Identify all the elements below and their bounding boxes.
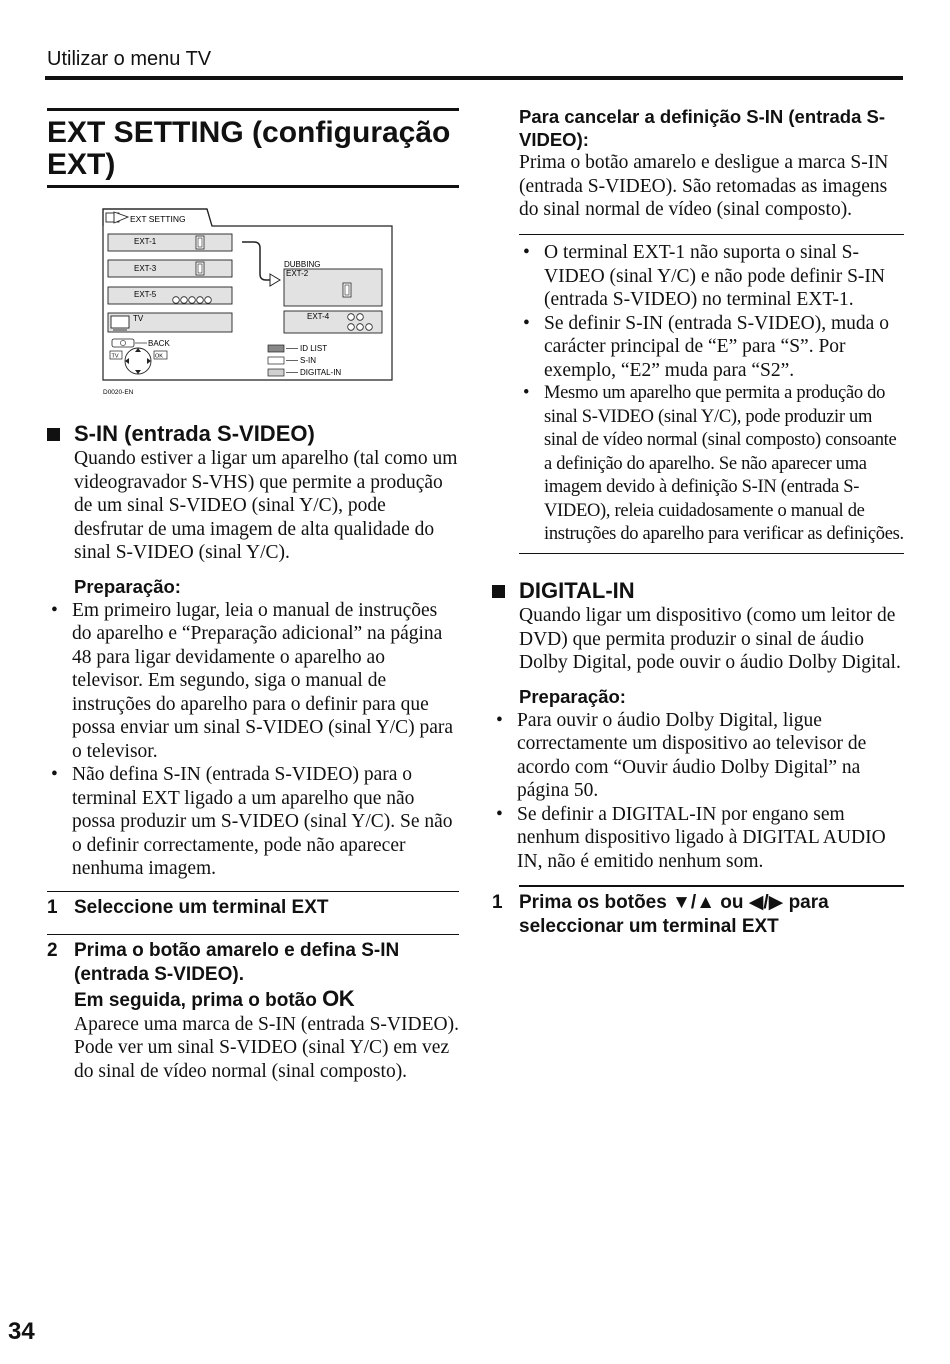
- header-rule: [45, 76, 903, 80]
- sin-step-2: [47, 934, 459, 1084]
- tv-icon: [111, 316, 129, 330]
- diagram-ext1-label: EXT-1: [134, 237, 157, 246]
- digital-prep-list: [492, 709, 904, 874]
- step-number: 2: [47, 939, 58, 961]
- legend-swatch-id: [268, 345, 284, 352]
- ok-button-glyph: OK: [322, 985, 355, 1011]
- dpad-icon: [125, 348, 151, 374]
- divider: [519, 885, 904, 887]
- divider: [519, 553, 904, 555]
- diagram-ext4-label: EXT-4: [307, 312, 330, 321]
- list-item: • Mesmo um aparelho que permita a produção do sinal S-VIDEO (sinal Y/C), pode produzir um sinal de vídeo normal (sinal composto) consoante a definição do aparelho. Se não aparecer uma imagem devido à definição S-IN (entrada S-VIDEO), releia cuidadosamente o manual de instruções do aparelho para verificar as definições.: [519, 382, 904, 547]
- page-title-line1: EXT SETTING (configuração: [47, 116, 451, 149]
- diagram-ext5-label: EXT-5: [134, 290, 157, 299]
- cancel-heading: Para cancelar a definição S-IN (entrada S-VIDEO):: [519, 106, 886, 150]
- diagram-ext3-label: EXT-3: [134, 264, 157, 273]
- step-number: 1: [492, 891, 503, 913]
- legend-swatch-digital: [268, 369, 284, 376]
- diagram-ok-button: OK: [155, 353, 163, 360]
- left-right-arrows-icon: ◀/▶: [748, 891, 784, 913]
- list-item: • Em primeiro lugar, leia o manual de instruções do aparelho e “Preparação adicional” na página 48 para ligar devidamente o aparelho ao televisor. Em segundo, siga o manual de instruções do aparelho para o definir para que possa enviar um sinal S-VIDEO (sinal Y/C) para o televisor.: [47, 599, 459, 764]
- page-number: 34: [8, 1318, 35, 1345]
- title-top-rule: [47, 108, 459, 111]
- diagram-tv-label: TV: [133, 314, 144, 323]
- square-bullet-icon: [47, 428, 60, 441]
- page-title-line2: EXT): [47, 148, 116, 181]
- digital-step-1: 1 Prima os botões ▼/▲ ou ◀/▶ para seleccionar um terminal EXT: [492, 891, 829, 937]
- sin-prep-list: [47, 599, 459, 881]
- diagram-menu-title: EXT SETTING: [130, 214, 186, 224]
- legend-swatch-sin: [268, 357, 284, 364]
- list-item: • O terminal EXT-1 não suporta o sinal S-VIDEO (sinal Y/C) e não pode definir S-IN (entrada S-VIDEO) no terminal EXT-1.: [519, 241, 904, 312]
- digital-prep-label: Preparação:: [519, 685, 626, 707]
- title-bottom-rule: [47, 185, 459, 188]
- right-column: [492, 105, 904, 939]
- legend-digital-in: DIGITAL-IN: [300, 368, 342, 377]
- scart-connector-icon: [343, 283, 351, 297]
- step-text: Prima o botão amarelo e defina S-IN (entrada S-VIDEO).: [74, 939, 400, 985]
- cancel-text: Prima o botão amarelo e desligue a marca S-IN (entrada S-VIDEO). São retomadas as imagens do sinal normal de vídeo (sinal composto).: [519, 152, 889, 220]
- left-column: [47, 108, 459, 1083]
- sin-prep-label: Preparação:: [74, 575, 181, 597]
- running-header: Utilizar o menu TV: [47, 48, 212, 70]
- page-title: [47, 117, 459, 181]
- diagram-ext1-row: [108, 234, 232, 251]
- list-item: • Não defina S-IN (entrada S-VIDEO) para o terminal EXT ligado a um aparelho que não possa produzir um S-VIDEO (sinal Y/C). Se não o definir correctamente, pode não aparecer nenhuma imagem.: [47, 763, 459, 881]
- list-item: • Se definir S-IN (entrada S-VIDEO), muda o carácter principal de “E” para “S”. Por exemplo, “E2” muda para “S2”.: [519, 312, 904, 383]
- digital-intro: Quando ligar um dispositivo (como um leitor de DVD) que permita produzir o sinal de áudio Dolby Digital, pode ouvir o áudio Dolby Digital.: [519, 605, 901, 673]
- scart-connector-icon: [196, 262, 204, 275]
- square-bullet-icon: [492, 585, 505, 598]
- diagram-back-label: BACK: [148, 339, 170, 348]
- list-item: • Se definir a DIGITAL-IN por engano sem nenhum dispositivo ligado à DIGITAL AUDIO IN, não é emitido nenhum som.: [492, 803, 904, 874]
- ext-setting-diagram: [102, 208, 402, 398]
- info-button-icon: [112, 339, 134, 347]
- diagram-code: D0020-EN: [103, 389, 134, 396]
- divider: [519, 234, 904, 236]
- step-number: 1: [47, 896, 58, 918]
- list-item: • Para ouvir o áudio Dolby Digital, ligue correctamente um dispositivo ao televisor de acordo com “Ouvir áudio Dolby Digital” na página 50.: [492, 709, 904, 803]
- cancel-note-list: [519, 241, 904, 547]
- diagram-tv-button: TV: [111, 353, 119, 360]
- scart-connector-icon: [196, 236, 204, 249]
- legend-id-list: ID LIST: [300, 344, 328, 353]
- rca-jacks-icon: [173, 297, 212, 304]
- step-text: Seleccione um terminal EXT: [74, 896, 329, 918]
- sin-heading: S-IN (entrada S-VIDEO): [47, 421, 459, 447]
- digital-heading: DIGITAL-IN: [492, 578, 904, 604]
- step-body: Aparece uma marca de S-IN (entrada S-VIDEO). Pode ver um sinal S-VIDEO (sinal Y/C) em vez do sinal de vídeo normal (sinal composto).: [74, 1013, 459, 1082]
- sin-step-1: [47, 891, 459, 920]
- diagram-ext2-label: EXT-2: [286, 269, 309, 278]
- legend-sin: S-IN: [300, 356, 316, 365]
- diagram-ext3-row: [108, 260, 232, 277]
- down-up-arrows-icon: ▼/▲: [672, 891, 715, 913]
- step-text: Em seguida, prima o botão: [74, 989, 317, 1011]
- diagram-ext5-row: [108, 287, 232, 304]
- sin-intro: Quando estiver a ligar um aparelho (tal como um videogravador S-VHS) que permite a produção de um sinal S-VIDEO (sinal Y/C), pode desfrutar de uma imagem de alta qualidade do sinal S-VIDEO (sinal Y/C).: [74, 448, 458, 563]
- diagram-dubbing-label: DUBBING: [284, 260, 321, 269]
